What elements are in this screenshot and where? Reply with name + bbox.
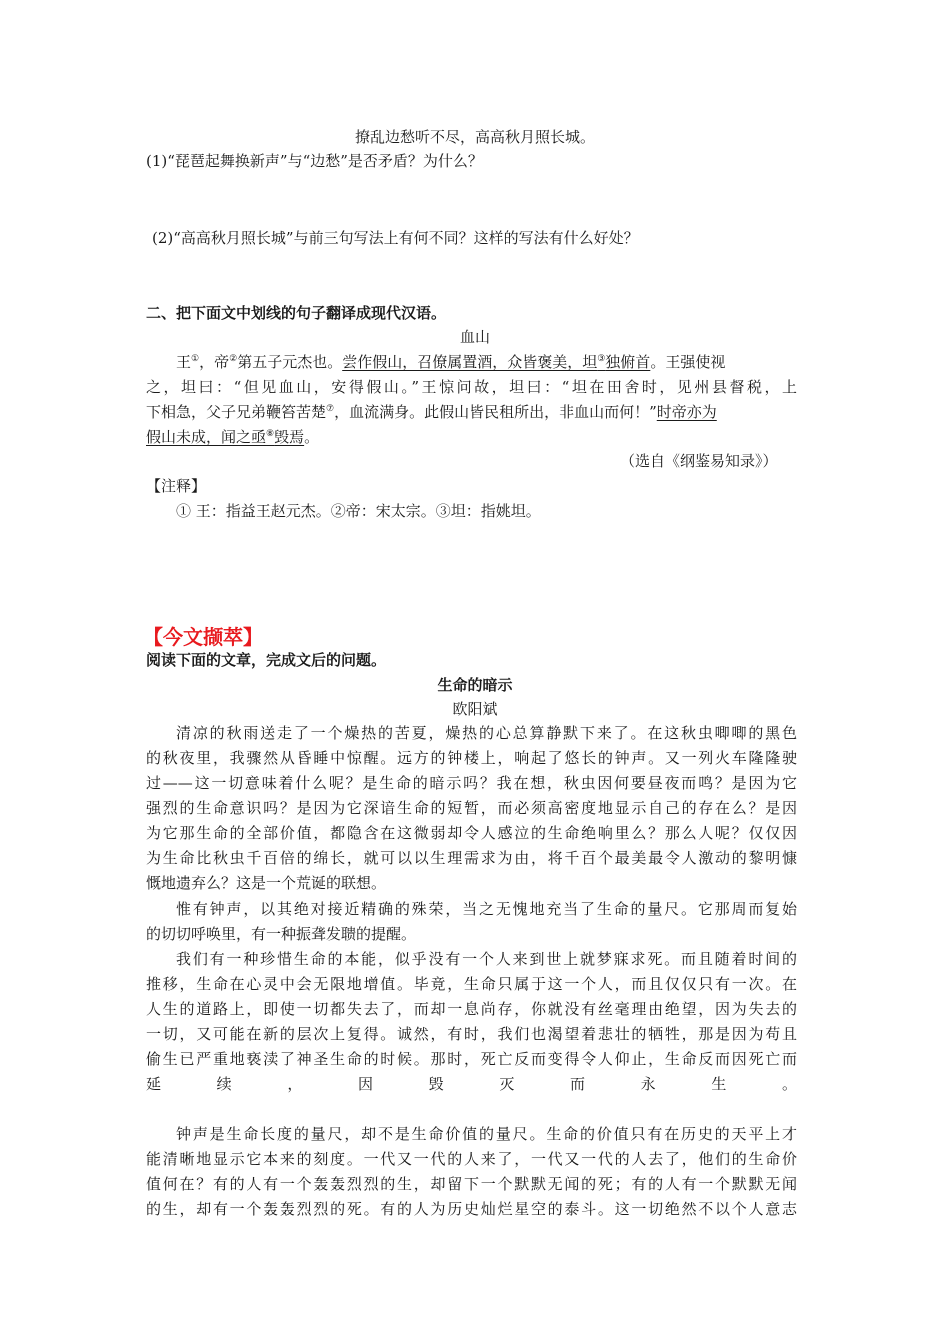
underlined-sentence-1: 尝作假山，召僚属置酒，众皆褒美，坦③独俯首 — [342, 353, 651, 371]
article-line: 惟有钟声，以其绝对接近精确的殊荣，当之无愧地充当了生命的量尺。它那周而复始 — [176, 900, 797, 918]
article-line: 为它那生命的全部价值，都隐含在这微弱却令人感泣的生命绝响里么？那么人呢？仅仅因 — [146, 824, 797, 842]
article-line: 慨地遗弃么？这是一个荒诞的联想。 — [146, 874, 387, 892]
article-line: 我们有一种珍惜生命的本能，似乎没有一个人来到世上就梦寐求死。而且随着时间的 — [176, 950, 797, 968]
underlined-sentence-2a: 时帝亦为 — [656, 403, 717, 421]
article-line: 钟声是生命长度的量尺，却不是生命价值的量尺。生命的价值只有在历史的天平上才 — [176, 1125, 797, 1143]
article-line: 延续，因毁灭而永生。 — [146, 1075, 797, 1093]
section-3-instruction: 阅读下面的文章，完成文后的问题。 — [146, 651, 387, 669]
notes-text: ① 王：指益王赵元杰。②帝：宋太宗。③坦：指姚坦。 — [176, 502, 541, 520]
question-1: (1)“琵琶起舞换新声”与“边愁”是否矛盾？为什么？ — [146, 152, 483, 170]
passage-line-2: 之，坦曰：“但见血山，安得假山。”王惊问故，坦曰：“坦在田舍时，见州县督税，上 — [146, 378, 797, 396]
passage-title-xueshan: 血山 — [459, 328, 490, 346]
article-line: 推移，生命在心灵中会无限地增值。毕竟，生命只属于这一个人，而且仅仅只有一次。在 — [146, 975, 797, 993]
passage-line-1: 王①，帝②第五子元杰也。尝作假山，召僚属置酒，众皆褒美，坦③独俯首。王强使视 — [176, 353, 726, 371]
passage-source: （选自《纲鉴易知录》） — [620, 452, 778, 470]
article-line: 的秋夜里，我骤然从昏睡中惊醒。远方的钟楼上，响起了悠长的钟声。又一列火车隆隆驶 — [146, 749, 797, 767]
article-author: 欧阳斌 — [452, 700, 498, 718]
article-line: 一切，又可能在新的层次上复得。诚然，有时，我们也渴望着悲壮的牺牲，那是因为苟且 — [146, 1025, 797, 1043]
notes-label: 【注释】 — [146, 477, 207, 495]
poem-last-line: 撩乱边愁听不尽，高高秋月照长城。 — [354, 128, 595, 146]
underlined-sentence-2b: 假山未成，闻之亟⑧毁焉 — [146, 428, 305, 446]
article-line: 人生的道路上，即使一切都失去了，而却一息尚存，你就没有丝毫理由绝望，因为失去的 — [146, 1000, 797, 1018]
article-line: 值何在？有的人有一个轰轰烈烈的生，却留下一个默默无闻的死；有的人有一个默默无闻 — [146, 1175, 797, 1193]
article-line: 清凉的秋雨送走了一个燥热的苦夏，燥热的心总算静默下来了。在这秋虫唧唧的黑色 — [176, 724, 797, 742]
article-line: 偷生已严重地亵渎了神圣生命的时候。那时，死亡反而变得令人仰止，生命反而因死亡而 — [146, 1050, 797, 1068]
article-title: 生命的暗示 — [437, 676, 513, 694]
passage-line-3: 下相急，父子兄弟鞭笞苦楚⑦，血流满身。此假山皆民租所出，非血山而何！”时帝亦为 — [146, 403, 717, 421]
article-line: 为生命比秋虫千百倍的绵长，就可以以生理需求为由，将千百个最美最令人激动的黎明慷 — [146, 849, 797, 867]
article-line: 强烈的生命意识吗？是因为它深谙生命的短暂，而必须高密度地显示自己的存在么？是因 — [146, 799, 797, 817]
article-line: 过——这一切意味着什么呢？是生命的暗示吗？我在想，秋虫因何要昼夜而鸣？是因为它 — [146, 774, 797, 792]
section-3-banner: 【今文撷萃】 — [143, 625, 263, 649]
section-2-heading: 二、把下面文中划线的句子翻译成现代汉语。 — [146, 304, 447, 322]
question-2: (2)“高高秋月照长城”与前三句写法上有何不同？这样的写法有什么好处？ — [152, 229, 639, 247]
passage-line-4: 假山未成，闻之亟⑧毁焉。 — [146, 428, 320, 446]
article-line: 的生，却有一个轰轰烈烈的死。有的人为历史灿烂星空的泰斗。这一切绝然不以个人意志 — [146, 1200, 797, 1218]
article-line: 能清晰地显示它本来的刻度。一代又一代的人来了，一代又一代的人去了，他们的生命价 — [146, 1150, 797, 1168]
article-line: 的切切呼唤里，有一种振聋发聩的提醒。 — [146, 925, 417, 943]
